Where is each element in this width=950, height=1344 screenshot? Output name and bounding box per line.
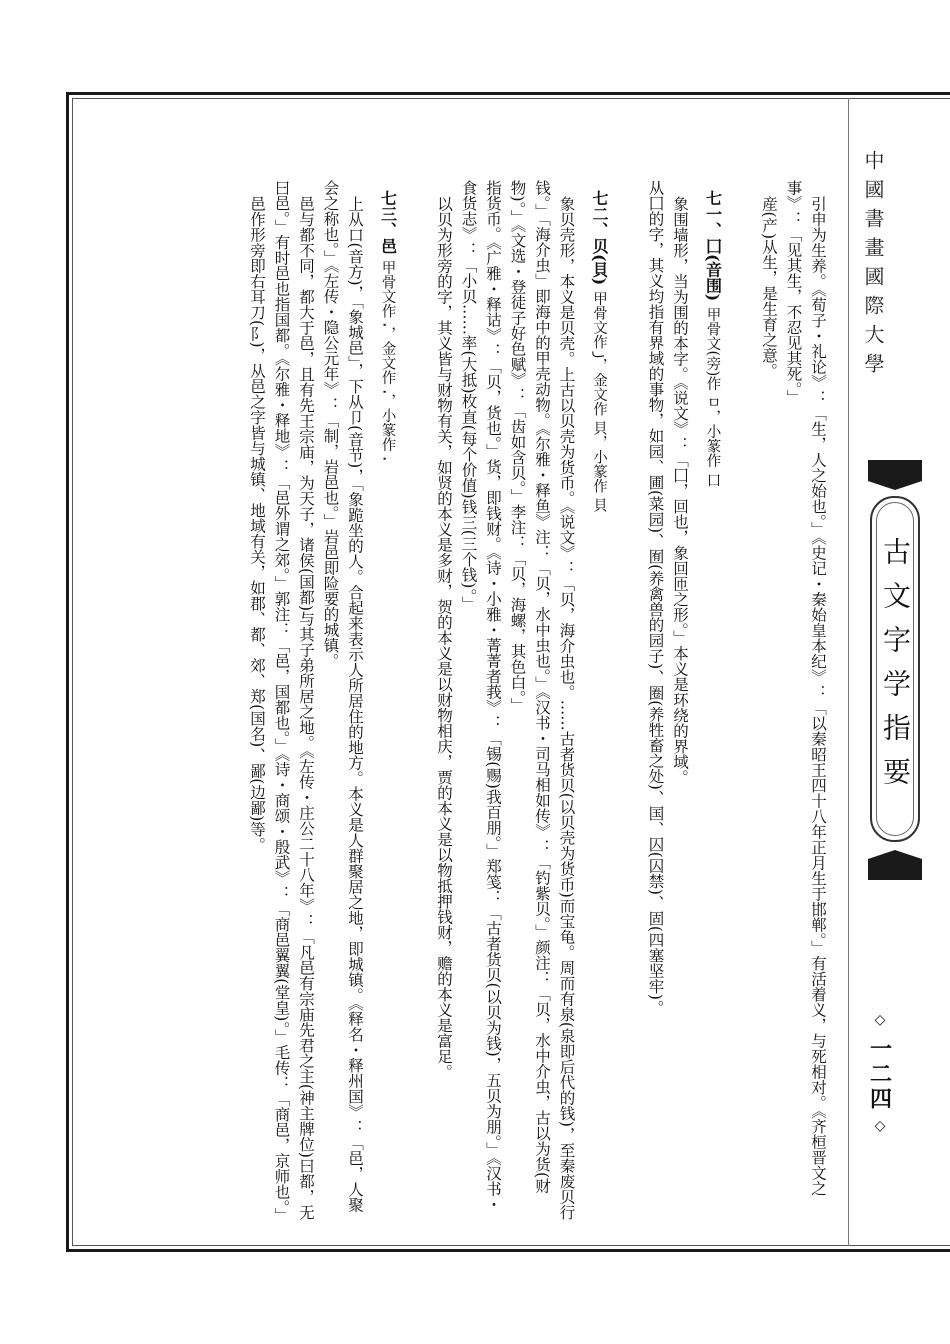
- book-title: 古文字学指要: [879, 537, 912, 801]
- paragraph: 引申为生养。《荀子・礼论》：「生，人之始也。」《史记・秦始皇本纪》：「以秦昭王四十八年正月生于邯郸。」有活着义，与死相对。《齐桓晋文之事》：「见其生，不忍见其死。」: [784, 180, 827, 1196]
- entry-title: 七一、囗(音围): [703, 190, 723, 302]
- paragraph: 邑与都不同，都大于邑，且有先王宗庙，为天子，诸侯(国都)与其子弟所居之地。《左传・庄公二十八年》：「凡邑有宗庙先君之主(神主牌位)曰都，无曰邑。」有时邑也指国都。《尔雅・释地》：「邑外谓之郊。」郭注：「邑，国都也。」《诗・商颂・殷武》：「商邑翼翼(堂皇)。」毛传：「商邑，京师也。」: [272, 180, 315, 1223]
- diamond-icon: ◇: [872, 1118, 888, 1137]
- paragraph: 産(产)从生，是生育之意。: [760, 195, 778, 379]
- entry-title: 七三、邑: [378, 190, 398, 254]
- page-number-group: [866, 1006, 894, 1143]
- header-divider: [848, 98, 849, 1246]
- paragraph: 象贝壳形，本义是贝壳。上古以贝壳为货币。《说文》：「贝，海介虫也。……古者货贝(以贝壳为货币)而宝龟。周而有泉(泉即后代的钱)，至秦废贝行钱。」「海介虫」即海中的甲壳动物。《尔雅・释鱼》注：「贝，水中虫也。」《汉书・司马相如传》：「钓紫贝。」颜注：「贝，水中介虫，古以为货(财物)。」《文选・登徒子好色赋》：「齿如含贝。」李注：「贝，海螺，其色白。」: [508, 180, 576, 1220]
- university-name: 中國書畫國際大學: [861, 150, 885, 382]
- band-cap-top: [868, 460, 922, 490]
- entry-forms: 甲骨文作 ꓸ，金文作 ꓸ，小篆作 ꓸ: [379, 259, 396, 461]
- entry-heading: [587, 190, 636, 1210]
- body-text: [130, 180, 830, 1223]
- band-cap-bottom: [868, 850, 922, 880]
- entry-heading: [700, 190, 749, 1210]
- paragraph: 从囗的字，其义均指有界域的事物，如园、圃(菜园)、囿(养禽兽的园子)、圈(养牲畜之处)、国、囚(囚禁)、固(四塞坚牢)。: [646, 180, 665, 1016]
- book-title-band: [860, 460, 930, 880]
- paragraph: 以贝为形旁的字，其义皆与财物有关，如贤的本义是多财，贺的本义是以财物相庆，贾的本义是以物抵押钱财，赡的本义是富足。: [435, 195, 453, 1079]
- entry-heading: [375, 190, 424, 1210]
- book-title-frame: [870, 496, 920, 842]
- paragraph: 象围墙形，当为围的本字。《说文》：「囗，回也，象回匝之形。」本义是环绕的界域。: [671, 195, 689, 785]
- paragraph: 上从口(音方)，「象城邑」，下从卩(音节)，「象跪坐的人。合起来表示人所居住的地方。本义是人群聚居之地，即城镇。《释名・释州国》：「邑，人聚会之称也。」《左传・隐公元年》：「制，岩邑也。」岩邑即险要的城镇。: [321, 180, 364, 1212]
- diamond-icon: ◇: [872, 1012, 888, 1031]
- entry-forms: 甲骨文作 ꠸，金文作 貝，小篆作 貝: [591, 290, 607, 512]
- paragraph: 指货币。《广雅・释诂》：「贝，货也。」货，即钱财。《诗・小雅・菁菁者莪》：「锡(赐)我百朋。」郑笺：「古者货贝(以贝为钱)，五贝为朋。」《汉书・食货志》：「小贝……率(大抵)枚直(每个价值)钱三(三个钱)。」: [459, 180, 502, 1212]
- entry-title: 七二、贝(貝): [590, 190, 609, 286]
- entry-forms: 甲骨文(旁)作 ㅁ，小篆作 口: [704, 306, 721, 487]
- paragraph: 邑作形旁即右耳刀(阝)，从邑之字皆与城镇、地域有关，如郡、都、郊、郑(国名)、鄙(边鄙)等。: [248, 195, 266, 852]
- page-number: 一二四: [866, 1037, 893, 1112]
